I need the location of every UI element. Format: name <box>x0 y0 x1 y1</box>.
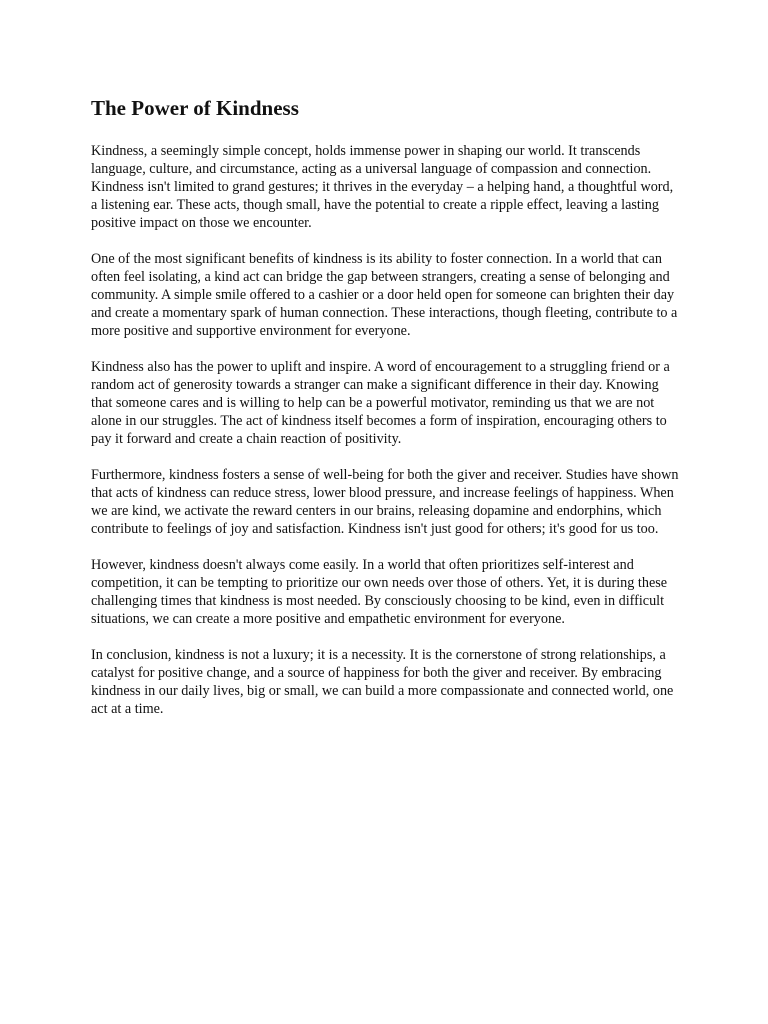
paragraph-1: Kindness, a seemingly simple concept, holds immense power in shaping our world. It transcends language, culture, and circumstance, acting as a universal language of compassion and connection. Kindness isn't limited to grand gestures; it thrives in the everyday – a helping hand, a thoughtful word, a listening ear. These acts, though small, have the potential to create a ripple effect, leaving a lasting positive impact on those we encounter. <box>91 143 674 231</box>
paragraph-5: However, kindness doesn't always come easily. In a world that often prioritizes self-interest and competition, it can be tempting to prioritize our own needs over those of others. Yet, it is during these challenging times that kindness is most needed. By consciously choosing to be kind, even in difficult situations, we can create a more positive and empathetic environment for everyone. <box>91 557 668 627</box>
paragraph-3: Kindness also has the power to uplift and inspire. A word of encouragement to a struggling friend or a random act of generosity towards a stranger can make a significant difference in their day. Knowing that someone cares and is willing to help can be a powerful motivator, reminding us that we are not alone in our struggles. The act of kindness itself becomes a form of inspiration, encouraging others to pay it forward and create a chain reaction of positivity. <box>91 359 670 447</box>
paragraph-4: Furthermore, kindness fosters a sense of well-being for both the giver and receiver. Studies have shown that acts of kindness can reduce stress, lower blood pressure, and increase feelings of happiness. When we are kind, we activate the reward centers in our brains, releasing dopamine and endorphins, which contribute to feelings of joy and satisfaction. Kindness isn't just good for others; it's good for us too. <box>91 467 679 537</box>
document-title: The Power of Kindness <box>91 96 299 120</box>
paragraph-2: One of the most significant benefits of kindness is its ability to foster connection. In a world that can often feel isolating, a kind act can bridge the gap between strangers, creating a sense of belonging and community. A simple smile offered to a cashier or a door held open for someone can brighten their day and create a momentary spark of human connection. These interactions, though fleeting, contribute to a more positive and supportive environment for everyone. <box>91 251 678 339</box>
document-page <box>91 94 681 736</box>
paragraph-6: In conclusion, kindness is not a luxury; it is a necessity. It is the cornerstone of strong relationships, a catalyst for positive change, and a source of happiness for both the giver and receiver. By embracing kindness in our daily lives, big or small, we can build a more compassionate and connected world, one act at a time. <box>91 647 674 717</box>
